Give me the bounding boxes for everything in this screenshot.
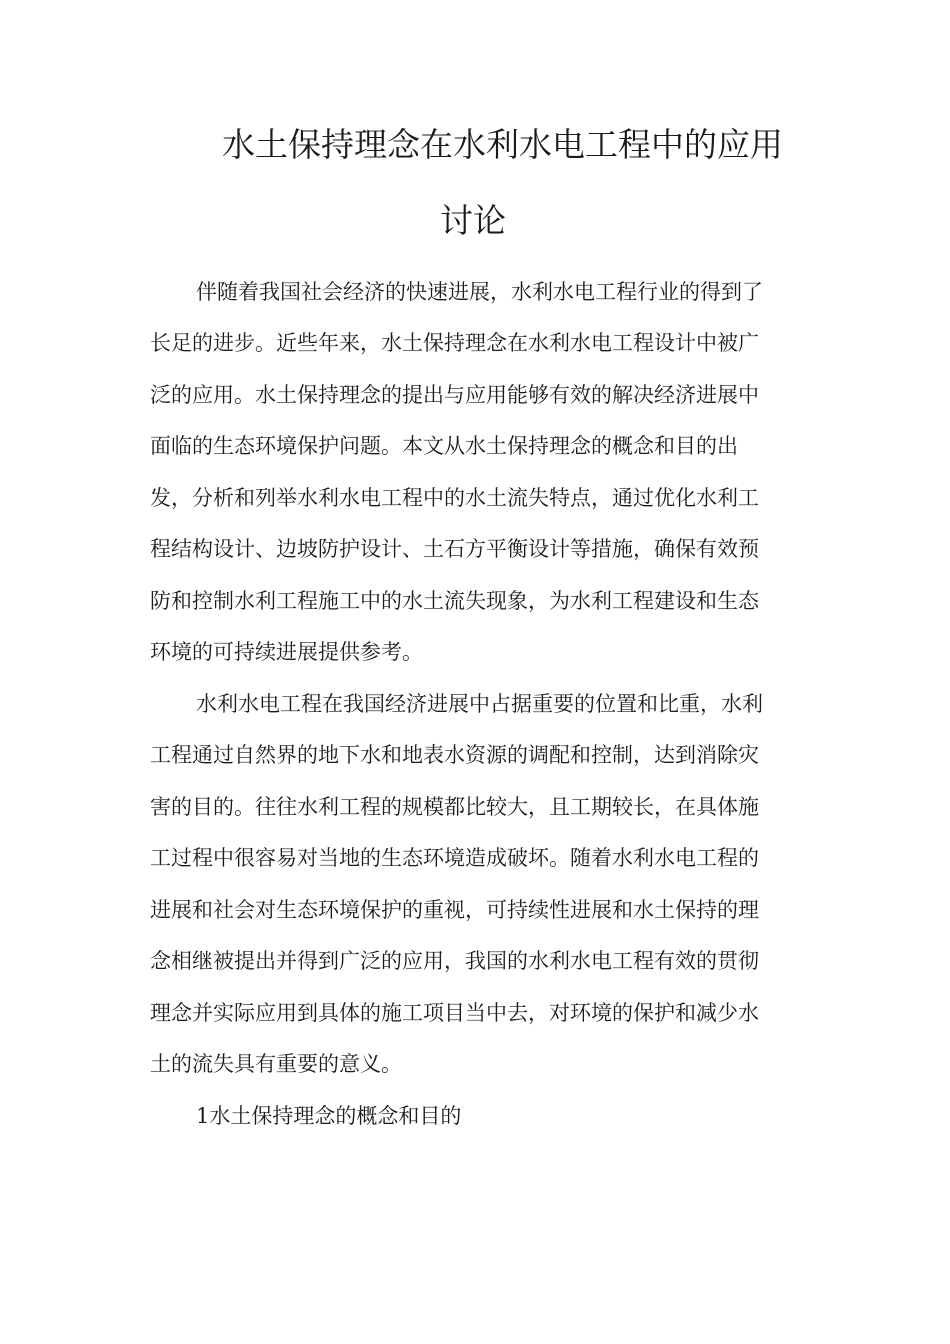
paragraph-1-line: 面临的生态环境保护问题。本文从水土保持理念的概念和目的出 — [150, 434, 738, 458]
section-heading: 1水土保持理念的概念和目的 — [196, 1104, 462, 1128]
paragraph-1-line: 长足的进步。近些年来，水土保持理念在水利水电工程设计中被广 — [150, 331, 759, 355]
paragraph-2-line: 理念并实际应用到具体的施工项目当中去，对环境的保护和减少水 — [150, 1001, 759, 1025]
paragraph-1-line: 泛的应用。水土保持理念的提出与应用能够有效的解决经济进展中 — [150, 383, 759, 407]
paragraph-2-line: 害的目的。往往水利工程的规模都比较大，且工期较长，在具体施 — [150, 795, 759, 819]
paragraph-1-line: 伴随着我国社会经济的快速进展，水利水电工程行业的得到了 — [196, 280, 763, 304]
paragraph-2-line: 念相继被提出并得到广泛的应用，我国的水利水电工程有效的贯彻 — [150, 949, 759, 973]
paragraph-1-line: 发，分析和列举水利水电工程中的水土流失特点，通过优化水利工 — [150, 486, 759, 510]
paragraph-2-line: 工程通过自然界的地下水和地表水资源的调配和控制，达到消除灾 — [150, 743, 759, 767]
paragraph-1-line: 环境的可持续进展提供参考。 — [150, 640, 423, 664]
paragraph-1-line: 程结构设计、边坡防护设计、土石方平衡设计等措施，确保有效预 — [150, 537, 759, 561]
paragraph-2-line: 工过程中很容易对当地的生态环境造成破坏。随着水利水电工程的 — [150, 846, 759, 870]
paragraph-2-line: 水利水电工程在我国经济进展中占据重要的位置和比重，水利 — [196, 692, 763, 716]
document-title-line-2: 讨论 — [440, 201, 506, 240]
paragraph-2-line: 土的流失具有重要的意义。 — [150, 1052, 402, 1076]
document-title-line-1: 水土保持理念在水利水电工程中的应用 — [222, 125, 783, 164]
paragraph-2-line: 进展和社会对生态环境保护的重视，可持续性进展和水土保持的理 — [150, 898, 759, 922]
paragraph-1-line: 防和控制水利工程施工中的水土流失现象，为水利工程建设和生态 — [150, 589, 759, 613]
